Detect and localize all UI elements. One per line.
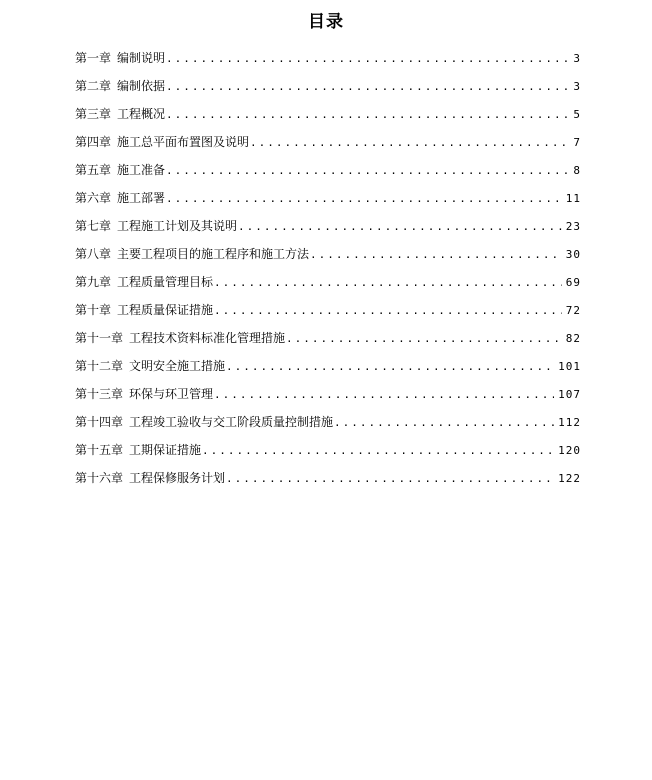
page-title: 目录 — [308, 12, 344, 32]
dot-leader — [166, 185, 562, 213]
chapter-heading: 编制说明 — [117, 51, 166, 65]
toc-entry[interactable] — [75, 352, 581, 380]
dot-leader — [166, 45, 569, 73]
page-number: 11 — [565, 192, 581, 205]
dot-leader — [166, 157, 569, 185]
page-number: 122 — [558, 472, 581, 485]
dot-leader — [214, 269, 562, 297]
toc-entry[interactable] — [75, 156, 581, 184]
toc-entry[interactable] — [75, 240, 581, 268]
dot-leader — [250, 129, 569, 157]
page-number: 7 — [573, 136, 581, 149]
dot-leader — [334, 409, 554, 437]
chapter-number: 第十六章 — [75, 471, 124, 485]
chapter-heading: 工程施工计划及其说明 — [117, 219, 238, 233]
chapter-number: 第十二章 — [75, 359, 124, 373]
chapter-number: 第八章 — [75, 247, 112, 261]
chapter-heading: 施工部署 — [117, 191, 166, 205]
chapter-heading: 文明安全施工措施 — [129, 359, 226, 373]
chapter-heading: 工程质量保证措施 — [117, 303, 214, 317]
chapter-number: 第五章 — [75, 163, 112, 177]
toc-entry[interactable] — [75, 436, 581, 464]
page-number: 120 — [558, 444, 581, 457]
page-number: 3 — [573, 80, 581, 93]
chapter-heading: 工程概况 — [117, 107, 166, 121]
chapter-heading: 工程技术资料标准化管理措施 — [129, 331, 286, 345]
toc-entry[interactable] — [75, 44, 581, 72]
toc-entry[interactable] — [75, 464, 581, 492]
toc-entry[interactable] — [75, 380, 581, 408]
page-number: 112 — [558, 416, 581, 429]
chapter-heading: 工程竣工验收与交工阶段质量控制措施 — [129, 415, 334, 429]
chapter-number: 第十一章 — [75, 331, 124, 345]
chapter-heading: 工程保修服务计划 — [129, 471, 226, 485]
dot-leader — [226, 353, 554, 381]
toc-entry[interactable] — [75, 324, 581, 352]
toc-entry[interactable] — [75, 212, 581, 240]
chapter-heading: 主要工程项目的施工程序和施工方法 — [117, 247, 310, 261]
page-number: 3 — [573, 52, 581, 65]
chapter-heading: 工程质量管理目标 — [117, 275, 214, 289]
dot-leader — [166, 73, 569, 101]
chapter-number: 第六章 — [75, 191, 112, 205]
chapter-number: 第一章 — [75, 51, 112, 65]
dot-leader — [310, 241, 562, 269]
page-number: 5 — [573, 108, 581, 121]
dot-leader — [286, 325, 562, 353]
chapter-heading: 施工准备 — [117, 163, 166, 177]
toc-entry[interactable] — [75, 408, 581, 436]
chapter-number: 第三章 — [75, 107, 112, 121]
page-number: 30 — [565, 248, 581, 261]
chapter-number: 第十五章 — [75, 443, 124, 457]
toc-entry[interactable] — [75, 268, 581, 296]
dot-leader — [202, 437, 554, 465]
dot-leader — [214, 381, 554, 409]
table-of-contents — [75, 44, 581, 492]
chapter-number: 第二章 — [75, 79, 112, 93]
dot-leader — [226, 465, 554, 493]
toc-entry[interactable] — [75, 184, 581, 212]
toc-entry[interactable] — [75, 100, 581, 128]
page-number: 23 — [565, 220, 581, 233]
chapter-number: 第十章 — [75, 303, 112, 317]
chapter-heading: 编制依据 — [117, 79, 166, 93]
toc-entry[interactable] — [75, 128, 581, 156]
chapter-number: 第十四章 — [75, 415, 124, 429]
page-number: 82 — [565, 332, 581, 345]
dot-leader — [238, 213, 562, 241]
chapter-heading: 施工总平面布置图及说明 — [117, 135, 250, 149]
page-number: 69 — [565, 276, 581, 289]
toc-entry[interactable] — [75, 72, 581, 100]
chapter-number: 第九章 — [75, 275, 112, 289]
chapter-number: 第十三章 — [75, 387, 124, 401]
chapter-heading: 工期保证措施 — [129, 443, 202, 457]
toc-entry[interactable] — [75, 296, 581, 324]
chapter-number: 第四章 — [75, 135, 112, 149]
dot-leader — [214, 297, 562, 325]
chapter-heading: 环保与环卫管理 — [129, 387, 214, 401]
chapter-number: 第七章 — [75, 219, 112, 233]
page-number: 107 — [558, 388, 581, 401]
dot-leader — [166, 101, 569, 129]
page-number: 101 — [558, 360, 581, 373]
page-number: 8 — [573, 164, 581, 177]
page-number: 72 — [565, 304, 581, 317]
